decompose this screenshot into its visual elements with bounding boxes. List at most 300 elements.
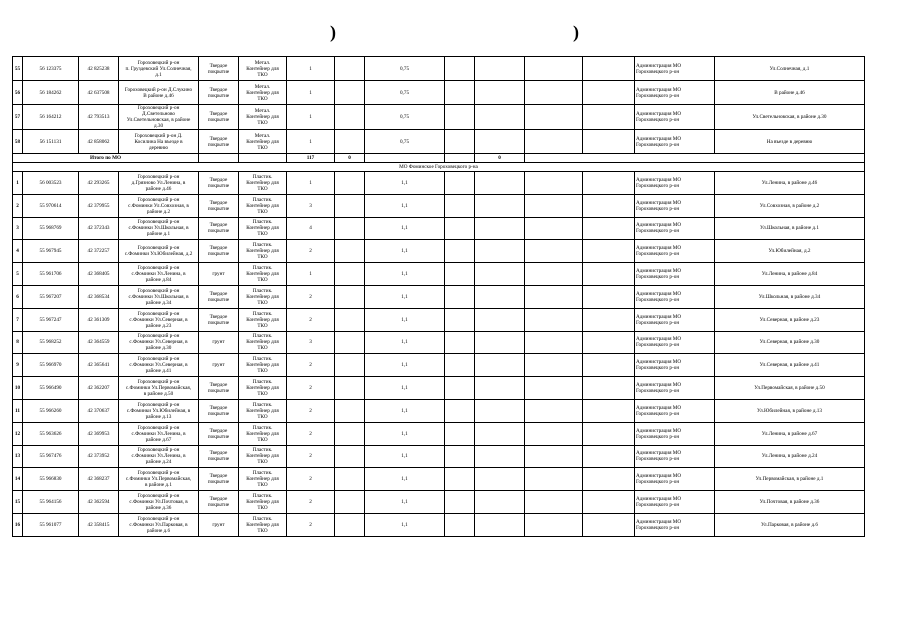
empty-cell [583, 57, 635, 81]
empty-cell [445, 308, 475, 331]
empty-cell [525, 399, 583, 422]
empty-cell [583, 377, 635, 400]
empty-cell [475, 331, 525, 354]
okato-cell: 42 369953 [79, 422, 119, 445]
code-cell: 55 966970 [23, 354, 79, 377]
empty-cell [583, 217, 635, 240]
surface-cell: Твердое покрытие [199, 130, 239, 154]
empty-cell [525, 217, 583, 240]
empty-cell [335, 491, 365, 514]
container-type-cell: Пластик. Контейнер для ТКО [239, 308, 287, 331]
address-cell: Гороховецкий р-он с.Фоминки Ул.Ленина, в районе д.24 [119, 445, 199, 468]
code-cell: 55 964156 [23, 491, 79, 514]
empty-cell [445, 154, 475, 163]
address-cell: Гороховецкий р-он с.Фоминки Ул.Школьная, в районе д.34 [119, 285, 199, 308]
empty-cell [445, 130, 475, 154]
empty-cell [335, 172, 365, 195]
admin-cell: Администрация МО Гороховецкого р-он [635, 285, 715, 308]
row-number-cell: 2 [13, 194, 23, 217]
row-number-cell: 5 [13, 263, 23, 286]
location-cell: Ул.Парковая, в районе д.6 [715, 513, 865, 536]
container-type-cell: Пластик. Контейнер для ТКО [239, 263, 287, 286]
surface-cell: Твердое покрытие [199, 172, 239, 195]
empty-cell [525, 491, 583, 514]
container-count-cell: 4 [287, 217, 335, 240]
container-type-cell: Метал. Контейнер для ТКО [239, 57, 287, 81]
row-number-cell: 15 [13, 491, 23, 514]
container-count-cell: 1 [287, 172, 335, 195]
table-row [13, 445, 865, 468]
volume-cell: 1,1 [365, 308, 445, 331]
empty-cell [475, 263, 525, 286]
empty-cell [525, 422, 583, 445]
container-type-cell: Пластик. Контейнер для ТКО [239, 399, 287, 422]
location-cell: Ул.Ленина, в районе д.67 [715, 422, 865, 445]
empty-cell [525, 81, 583, 105]
row-number-cell: 4 [13, 240, 23, 263]
empty-cell [475, 285, 525, 308]
table-row [13, 513, 865, 536]
surface-cell: грунт [199, 331, 239, 354]
table-row [13, 308, 865, 331]
empty-cell [583, 445, 635, 468]
location-cell: Ул.Школьная, в районе д.1 [715, 217, 865, 240]
empty-cell [335, 217, 365, 240]
empty-cell [475, 468, 525, 491]
admin-cell: Администрация МО Гороховецкого р-он [635, 217, 715, 240]
okato-cell: 42 361309 [79, 308, 119, 331]
empty-cell [583, 468, 635, 491]
location-cell: Ул.Ленина, в районе д.46 [715, 172, 865, 195]
container-type-cell: Метал. Контейнер для ТКО [239, 130, 287, 154]
empty-cell [445, 285, 475, 308]
admin-cell: Администрация МО Гороховецкого р-он [635, 331, 715, 354]
code-cell: 55 970614 [23, 194, 79, 217]
row-number-cell: 12 [13, 422, 23, 445]
volume-cell: 1,1 [365, 240, 445, 263]
okato-cell: 42 358415 [79, 513, 119, 536]
empty-cell [525, 57, 583, 81]
row-number-cell: 56 [13, 81, 23, 105]
code-cell: 55 967247 [23, 308, 79, 331]
empty-cell [445, 491, 475, 514]
container-sites-table [12, 56, 865, 537]
surface-cell: грунт [199, 354, 239, 377]
surface-cell: Твердое покрытие [199, 422, 239, 445]
empty-cell [475, 491, 525, 514]
code-cell: 56 164212 [23, 105, 79, 130]
address-cell: Гороховецкий р-он с.Фоминки Ул.Первомайская, в районе д.1 [119, 468, 199, 491]
container-type-cell: Пластик. Контейнер для ТКО [239, 513, 287, 536]
container-type-cell: Метал. Контейнер для ТКО [239, 105, 287, 130]
container-count-cell: 2 [287, 445, 335, 468]
address-cell: Гороховецкий р-он Д. Косилина На въезде в деревню [119, 130, 199, 154]
admin-cell: Администрация МО Гороховецкого р-он [635, 81, 715, 105]
code-cell: 56 184262 [23, 81, 79, 105]
total-row [13, 154, 865, 163]
okato-cell: 42 379955 [79, 194, 119, 217]
empty-cell [335, 468, 365, 491]
empty-cell [475, 308, 525, 331]
empty-cell [525, 172, 583, 195]
admin-cell: Администрация МО Гороховецкого р-он [635, 194, 715, 217]
code-cell: 55 968252 [23, 331, 79, 354]
empty-cell [583, 105, 635, 130]
empty-cell [445, 399, 475, 422]
row-number-cell: 6 [13, 285, 23, 308]
container-type-cell: Пластик. Контейнер для ТКО [239, 445, 287, 468]
address-cell: Гороховецкий р-он с.Фоминки Ул.Совхозная, в районе д.2 [119, 194, 199, 217]
empty-cell [335, 331, 365, 354]
address-cell: Гороховецкий р-он с.Фоминки Ул.Школьная, в районе д.1 [119, 217, 199, 240]
row-number-cell: 8 [13, 331, 23, 354]
address-cell: Гороховецкий р-он п. Груздевский Ул.Солнечная, д.1 [119, 57, 199, 81]
location-cell: Ул.Северная, в районе д.23 [715, 308, 865, 331]
volume-cell: 1,1 [365, 194, 445, 217]
table-row [13, 399, 865, 422]
empty-cell [335, 513, 365, 536]
surface-cell: Твердое покрытие [199, 57, 239, 81]
address-cell: Гороховецкий р-он с.Фоминки Ул.Юбилейная, в районе д.13 [119, 399, 199, 422]
empty-cell [583, 172, 635, 195]
empty-cell [525, 194, 583, 217]
admin-cell: Администрация МО Гороховецкого р-он [635, 422, 715, 445]
empty-cell [335, 285, 365, 308]
empty-cell [445, 468, 475, 491]
empty-cell [335, 240, 365, 263]
code-cell: 56 123375 [23, 57, 79, 81]
container-count-cell: 2 [287, 422, 335, 445]
code-cell: 56 003523 [23, 172, 79, 195]
empty-cell [445, 263, 475, 286]
address-cell: Гороховецкий р-он с.Фоминки Ул.Почтовая, в районе д.36 [119, 491, 199, 514]
container-type-cell: Пластик. Контейнер для ТКО [239, 468, 287, 491]
empty-cell [525, 130, 583, 154]
table-row [13, 331, 865, 354]
empty-cell [525, 513, 583, 536]
row-number-cell: 55 [13, 57, 23, 81]
location-cell: Ул.Ленина, в районе д.84 [715, 263, 865, 286]
container-type-cell: Пластик. Контейнер для ТКО [239, 354, 287, 377]
surface-cell: Твердое покрытие [199, 105, 239, 130]
address-cell: Гороховецкий р-он с.Фоминки Ул.Северная, в районе д.23 [119, 308, 199, 331]
table-row [13, 172, 865, 195]
empty-cell [335, 377, 365, 400]
empty-cell [525, 468, 583, 491]
container-count-cell: 2 [287, 285, 335, 308]
empty-cell [335, 81, 365, 105]
section-title-cell: МО Фоминское Гороховецкого р-на [13, 163, 865, 172]
surface-cell: Твердое покрытие [199, 377, 239, 400]
page-mark-left: ) [330, 22, 336, 42]
empty-cell [239, 154, 287, 163]
empty-cell [583, 399, 635, 422]
empty-cell [335, 399, 365, 422]
empty-cell [445, 240, 475, 263]
container-count-cell: 3 [287, 194, 335, 217]
empty-cell [335, 194, 365, 217]
code-cell: 55 966830 [23, 468, 79, 491]
location-cell: В районе д.46 [715, 81, 865, 105]
admin-cell: Администрация МО Гороховецкого р-он [635, 263, 715, 286]
container-count-cell: 2 [287, 491, 335, 514]
okato-cell: 42 373952 [79, 445, 119, 468]
empty-cell [475, 445, 525, 468]
container-type-cell: Пластик. Контейнер для ТКО [239, 217, 287, 240]
surface-cell: Твердое покрытие [199, 308, 239, 331]
container-type-cell: Пластик. Контейнер для ТКО [239, 331, 287, 354]
code-cell: 55 966490 [23, 377, 79, 400]
volume-cell: 0,75 [365, 57, 445, 81]
row-number-cell: 3 [13, 217, 23, 240]
okato-cell: 42 365641 [79, 354, 119, 377]
container-type-cell: Пластик. Контейнер для ТКО [239, 240, 287, 263]
volume-cell: 1,1 [365, 513, 445, 536]
table-row [13, 130, 865, 154]
admin-cell: Администрация МО Гороховецкого р-он [635, 105, 715, 130]
table-row [13, 57, 865, 81]
container-count-cell: 1 [287, 57, 335, 81]
admin-cell: Администрация МО Гороховецкого р-он [635, 308, 715, 331]
table-row [13, 285, 865, 308]
empty-cell [583, 240, 635, 263]
empty-cell [475, 57, 525, 81]
table-row [13, 81, 865, 105]
volume-cell: 0,75 [365, 105, 445, 130]
empty-cell [525, 240, 583, 263]
surface-cell: Твердое покрытие [199, 217, 239, 240]
empty-cell [475, 240, 525, 263]
empty-cell [445, 172, 475, 195]
empty-cell [583, 491, 635, 514]
empty-cell [335, 57, 365, 81]
okato-cell: 42 825238 [79, 57, 119, 81]
empty-cell [199, 154, 239, 163]
okato-cell: 42 858062 [79, 130, 119, 154]
container-type-cell: Пластик. Контейнер для ТКО [239, 422, 287, 445]
empty-cell [525, 263, 583, 286]
volume-cell: 1,1 [365, 354, 445, 377]
empty-cell [525, 377, 583, 400]
empty-cell [445, 217, 475, 240]
volume-cell: 1,1 [365, 445, 445, 468]
location-cell: Ул.Светельновская, в районе д.30 [715, 105, 865, 130]
empty-cell [475, 217, 525, 240]
volume-cell: 1,1 [365, 491, 445, 514]
location-cell: Ул.Северная, в районе д.30 [715, 331, 865, 354]
table-row [13, 377, 865, 400]
admin-cell: Администрация МО Гороховецкого р-он [635, 354, 715, 377]
empty-cell [445, 57, 475, 81]
code-cell: 55 967476 [23, 445, 79, 468]
volume-cell: 1,1 [365, 217, 445, 240]
empty-cell [475, 194, 525, 217]
surface-cell: Твердое покрытие [199, 194, 239, 217]
container-count-cell: 1 [287, 263, 335, 286]
surface-cell: Твердое покрытие [199, 285, 239, 308]
volume-cell: 0,75 [365, 130, 445, 154]
admin-cell: Администрация МО Гороховецкого р-он [635, 513, 715, 536]
empty-cell [583, 354, 635, 377]
empty-cell [445, 513, 475, 536]
okato-cell: 42 637508 [79, 81, 119, 105]
page-mark-right: ) [573, 22, 579, 42]
container-count-cell: 1 [287, 130, 335, 154]
empty-cell [525, 105, 583, 130]
row-number-cell: 13 [13, 445, 23, 468]
location-cell: Ул.Школьная, в районе д.34 [715, 285, 865, 308]
address-cell: Гороховецкий р-он с.Фоминки Ул.Парковая, в районе д.6 [119, 513, 199, 536]
container-type-cell: Метал. Контейнер для ТКО [239, 81, 287, 105]
row-number-cell: 57 [13, 105, 23, 130]
okato-cell: 42 293265 [79, 172, 119, 195]
total-value-cell: 0 [475, 154, 525, 163]
empty-cell [445, 377, 475, 400]
empty-cell [583, 308, 635, 331]
volume-cell: 1,1 [365, 263, 445, 286]
volume-cell: 1,1 [365, 468, 445, 491]
container-count-cell: 2 [287, 468, 335, 491]
address-cell: Гороховецкий р-он с.Фоминки Ул.Юбилейная, д.2 [119, 240, 199, 263]
location-cell: Ул.Первомайская, в районе д.1 [715, 468, 865, 491]
address-cell: Гороховецкий р-он с.Фоминки Ул.Северная, в районе д.41 [119, 354, 199, 377]
address-cell: Гороховецкий р-он Д.Слукино В районе д.46 [119, 81, 199, 105]
empty-cell [525, 445, 583, 468]
okato-cell: 42 368405 [79, 263, 119, 286]
code-cell: 55 963626 [23, 422, 79, 445]
empty-cell [583, 285, 635, 308]
surface-cell: Твердое покрытие [199, 399, 239, 422]
code-cell: 56 151131 [23, 130, 79, 154]
location-cell: Ул.Юбилейная, в районе д.13 [715, 399, 865, 422]
address-cell: Гороховецкий р-он с.Фоминки Ул.Первомайская, в районе д.50 [119, 377, 199, 400]
volume-cell: 0,75 [365, 81, 445, 105]
location-cell: Ул.Ленина, в районе д.24 [715, 445, 865, 468]
location-cell: Ул.Юбилейная, д.2 [715, 240, 865, 263]
empty-cell [445, 445, 475, 468]
total-label-cell: Итого по МО [13, 154, 199, 163]
location-cell: Ул.Северная, в районе д.41 [715, 354, 865, 377]
okato-cell: 42 368534 [79, 285, 119, 308]
container-count-cell: 2 [287, 240, 335, 263]
admin-cell: Администрация МО Гороховецкого р-он [635, 57, 715, 81]
code-cell: 55 967945 [23, 240, 79, 263]
surface-cell: Твердое покрытие [199, 468, 239, 491]
address-cell: Гороховецкий р-он с.Фоминки Ул.Ленина, в районе д.67 [119, 422, 199, 445]
empty-cell [445, 81, 475, 105]
empty-cell [475, 354, 525, 377]
code-cell: 55 966260 [23, 399, 79, 422]
volume-cell: 1,1 [365, 331, 445, 354]
table-row [13, 422, 865, 445]
empty-cell [475, 172, 525, 195]
admin-cell: Администрация МО Гороховецкого р-он [635, 491, 715, 514]
okato-cell: 42 362207 [79, 377, 119, 400]
location-cell: Ул.Совхозная, в районе д.2 [715, 194, 865, 217]
empty-cell [335, 445, 365, 468]
empty-cell [475, 130, 525, 154]
code-cell: 55 968769 [23, 217, 79, 240]
location-cell: Ул.Первомайская, в районе д.50 [715, 377, 865, 400]
empty-cell [525, 308, 583, 331]
empty-cell [335, 105, 365, 130]
empty-cell [583, 422, 635, 445]
empty-cell [365, 154, 445, 163]
row-number-cell: 1 [13, 172, 23, 195]
container-type-cell: Пластик. Контейнер для ТКО [239, 172, 287, 195]
empty-cell [475, 513, 525, 536]
row-number-cell: 10 [13, 377, 23, 400]
empty-cell [445, 422, 475, 445]
row-number-cell: 16 [13, 513, 23, 536]
admin-cell: Администрация МО Гороховецкого р-он [635, 377, 715, 400]
surface-cell: Твердое покрытие [199, 81, 239, 105]
address-cell: Гороховецкий р-он с.Фоминки Ул.Северная, в районе д.30 [119, 331, 199, 354]
empty-cell [583, 263, 635, 286]
okato-cell: 42 362594 [79, 491, 119, 514]
okato-cell: 42 370637 [79, 399, 119, 422]
volume-cell: 1,1 [365, 377, 445, 400]
total-value-cell: 0 [335, 154, 365, 163]
empty-cell [445, 331, 475, 354]
container-count-cell: 2 [287, 354, 335, 377]
volume-cell: 1,1 [365, 422, 445, 445]
code-cell: 55 961706 [23, 263, 79, 286]
container-count-cell: 1 [287, 105, 335, 130]
surface-cell: грунт [199, 513, 239, 536]
volume-cell: 1,1 [365, 172, 445, 195]
empty-cell [335, 308, 365, 331]
okato-cell: 42 372343 [79, 217, 119, 240]
container-type-cell: Пластик. Контейнер для ТКО [239, 377, 287, 400]
table-row [13, 491, 865, 514]
empty-cell [525, 285, 583, 308]
empty-cell [445, 105, 475, 130]
surface-cell: Твердое покрытие [199, 240, 239, 263]
table-row [13, 263, 865, 286]
container-count-cell: 2 [287, 399, 335, 422]
address-cell: Гороховецкий р-он д.Грязново Ул.Ленина, в районе д.46 [119, 172, 199, 195]
empty-cell [475, 422, 525, 445]
empty-cell [335, 130, 365, 154]
address-cell: Гороховецкий р-он Д.Светельново Ул.Светельновская, в районе д.30 [119, 105, 199, 130]
empty-cell [525, 331, 583, 354]
container-count-cell: 2 [287, 513, 335, 536]
code-cell: 55 967207 [23, 285, 79, 308]
okato-cell: 42 793513 [79, 105, 119, 130]
location-cell: Ул.Почтовая, в районе д.36 [715, 491, 865, 514]
empty-cell [475, 377, 525, 400]
empty-cell [445, 354, 475, 377]
admin-cell: Администрация МО Гороховецкого р-он [635, 172, 715, 195]
okato-cell: 42 364559 [79, 331, 119, 354]
section-row [13, 163, 865, 172]
container-type-cell: Пластик. Контейнер для ТКО [239, 194, 287, 217]
table-row [13, 194, 865, 217]
table-row [13, 468, 865, 491]
empty-cell [583, 194, 635, 217]
container-count-cell: 1 [287, 81, 335, 105]
table-row [13, 354, 865, 377]
row-number-cell: 14 [13, 468, 23, 491]
surface-cell: Твердое покрытие [199, 445, 239, 468]
empty-cell [475, 81, 525, 105]
total-count-cell: 117 [287, 154, 335, 163]
okato-cell: 42 368237 [79, 468, 119, 491]
admin-cell: Администрация МО Гороховецкого р-он [635, 399, 715, 422]
table-row [13, 240, 865, 263]
empty-cell [475, 105, 525, 130]
